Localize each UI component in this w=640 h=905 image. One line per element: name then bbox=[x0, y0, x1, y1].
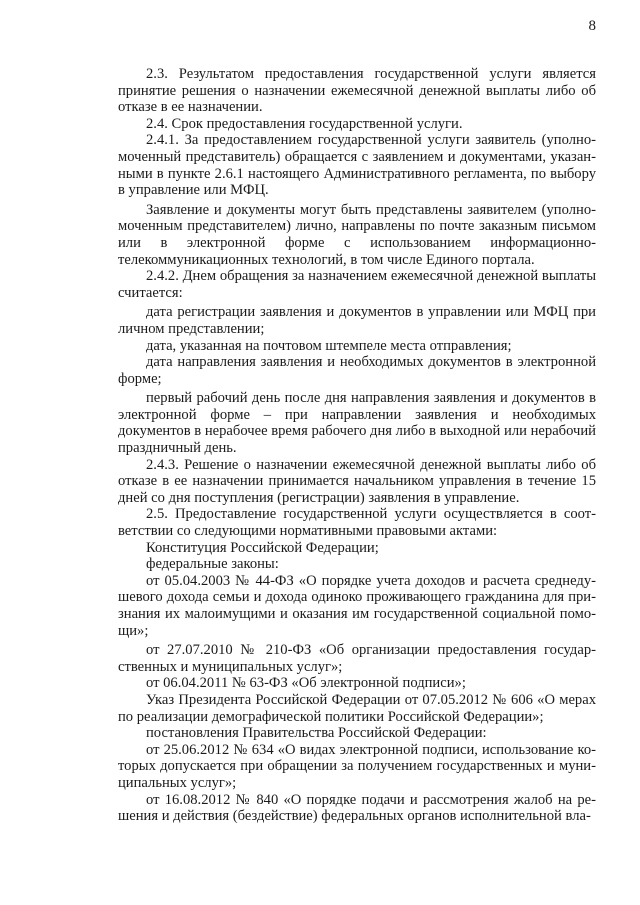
document-body bbox=[118, 66, 596, 825]
list-item-registration-date: дата регистрации заявления и документов в управлении или МФЦ при личном представлении; bbox=[118, 304, 596, 337]
list-heading-government-resolutions: постановления Правительства Российской Федерации: bbox=[146, 725, 487, 742]
list-item-constitution: Конституция Российской Федерации; bbox=[146, 539, 379, 556]
page-number: 8 bbox=[588, 18, 596, 34]
paragraph-2-4-3: 2.4.3. Решение о назначении ежемесячной денежной выплаты либо об отказе в ее назначении принимается начальником управления в течение 15 дней со дня поступления (регистрации) заявления в управление. bbox=[118, 456, 596, 506]
paragraph-2-4-term: 2.4. Срок предоставления государственной услуги. bbox=[146, 115, 463, 132]
paragraph-2-4-2: 2.4.2. Днем обращения за назначением ежемесячной денежной выплаты считается: bbox=[118, 268, 596, 301]
list-item-first-working-day: первый рабочий день после дня направления заявления и документов в электронной форме – при направлении заявления и необходимых документов в нерабочее время рабочего дня либо в выходной или нерабочий праздничный день. bbox=[118, 390, 596, 457]
paragraph-2-3-result: 2.3. Результатом предоставления государственной услуги является принятие решения о назначении ежемесячной денежной выплаты либо об отказе в ее назначении. bbox=[118, 66, 596, 116]
list-item-resolution-634: от 25.06.2012 № 634 «О видах электронной подписи, использование которых допускается при обращении за получением государственных и муниципальных услуг»; bbox=[118, 741, 596, 791]
paragraph-2-5: 2.5. Предоставление государственной услуги осуществляется в соответствии со следующими нормативными правовыми актами: bbox=[118, 506, 596, 540]
list-item-resolution-840: от 16.08.2012 № 840 «О порядке подачи и рассмотрения жалоб на решения и действия (бездействие) федеральных органов исполнительной вла- bbox=[118, 791, 596, 825]
list-item-law-210-fz: от 27.07.2010 № 210-ФЗ «Об организации предоставления государственных и муниципальных услуг»; bbox=[118, 642, 596, 675]
list-item-postmark-date: дата, указанная на почтовом штемпеле места отправления; bbox=[146, 337, 512, 354]
list-heading-federal-laws: федеральные законы: bbox=[146, 556, 279, 573]
list-item-law-44-fz: от 05.04.2003 № 44-ФЗ «О порядке учета доходов и расчета среднедушевого дохода семьи и дохода одиноко проживающего гражданина для признания их малоимущими и оказания им государственной социальной помощи»; bbox=[118, 572, 596, 639]
list-item-electronic-date: дата направления заявления и необходимых документов в электронной форме; bbox=[118, 354, 596, 387]
list-item-law-63-fz: от 06.04.2011 № 63-ФЗ «Об электронной подписи»; bbox=[146, 675, 466, 692]
paragraph-submission-methods: Заявление и документы могут быть представлены заявителем (уполномоченным представителем) лично, направлены по почте заказным письмом или в электронной форме с использованием информационно-телекоммуникационных технологий, в том числе Единого портала. bbox=[118, 201, 596, 268]
list-item-decree-606: Указ Президента Российской Федерации от 07.05.2012 № 606 «О мерах по реализации демографической политики Российской Федерации»; bbox=[118, 691, 596, 725]
paragraph-2-4-1: 2.4.1. За предоставлением государственной услуги заявитель (уполномоченный представитель) обращается с заявлением и документами, указанными в пункте 2.6.1 настоящего Административного регламента, по выбору в управление или МФЦ. bbox=[118, 132, 596, 199]
